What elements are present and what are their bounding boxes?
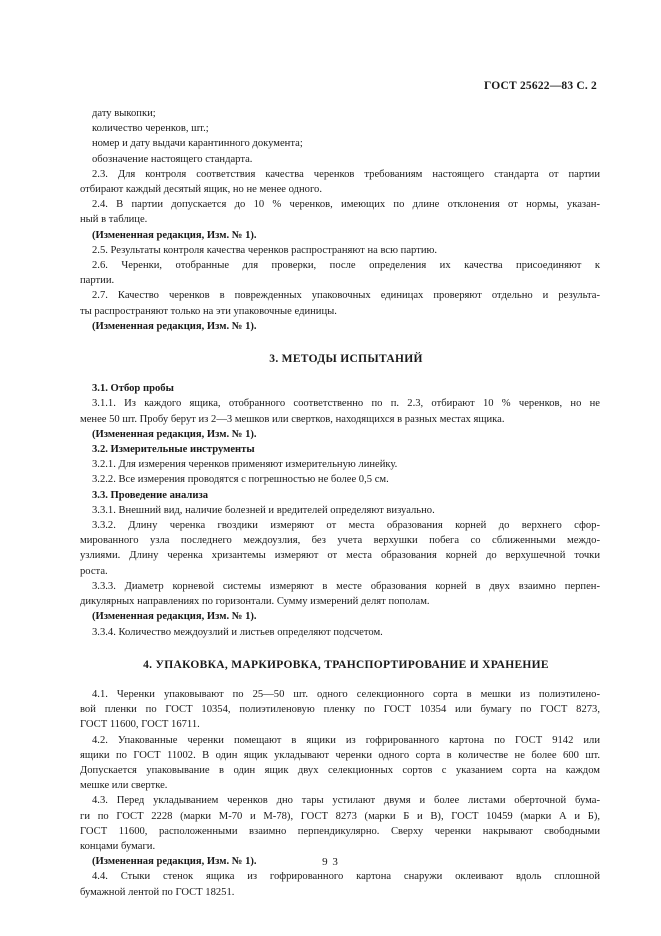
paragraph [92, 106, 600, 121]
text-line: ты распространяют только на эти упаковочные единицы. [80, 305, 337, 317]
text-line: 2.7. Качество черенков в поврежденных упаковочных единицах проверяют отдельно и результа- [92, 290, 600, 302]
bold-paragraph [92, 488, 600, 503]
paragraph [92, 472, 600, 487]
text-line: (Измененная редакция, Изм. № 1). [92, 229, 257, 241]
page-header: ГОСТ 25622—83 С. 2 [484, 80, 597, 92]
text-line: роста. [80, 565, 108, 577]
text-line: обозначение настоящего стандарта. [92, 153, 253, 165]
text-line: 4.4. Стыки стенок ящика из гофрированного картона снаружи оклеивают вдоль сплошной [92, 871, 600, 883]
text-line: 4.2. Упакованные черенки помещают в ящики из гофрированного картона по ГОСТ 9142 или [92, 734, 600, 746]
text-line: ГОСТ 11600, ГОСТ 16711. [80, 719, 200, 731]
bold-paragraph [92, 319, 600, 334]
text-line: отбирают каждый десятый ящик, но не менее одного. [80, 184, 323, 196]
text-line: 2.4. В партии допускается до 10 % черенков, имеющих по длине отклонения от нормы, указан- [92, 199, 600, 211]
text-line: 2.5. Результаты контроля качества черенков распространяют на всю партию. [92, 244, 438, 256]
text-line: 4.1. Черенки упаковывают по 25—50 шт. одного селекционного сорта в мешки из полиэтилено- [92, 688, 600, 700]
text-line: (Измененная редакция, Изм. № 1). [92, 611, 257, 623]
text-line: количество черенков, шт.; [92, 123, 209, 135]
text-line: ги по ГОСТ 2228 (марки М-70 и М-78), ГОСТ 8273 (марки Б и В), ГОСТ 10459 (марки А и Б), [80, 810, 600, 822]
bold-paragraph [92, 228, 600, 243]
text-line: концами бумаги. [80, 840, 156, 852]
paragraph [80, 869, 600, 899]
text-line: партии. [80, 275, 115, 287]
text-line: 4.3. Перед укладыванием черенков дно тары устилают двумя и более листами оберточной бума- [92, 795, 600, 807]
paragraph [80, 518, 600, 579]
text-line: 3.3.2. Длину черенка гвоздики измеряют от места образования корней до верхнего сфор- [92, 520, 600, 532]
text-line: 3.2.1. Для измерения черенков применяют измерительную линейку. [92, 459, 398, 471]
text-line: 2.6. Черенки, отобранные для проверки, после определения их качества присоединяют к [92, 260, 600, 272]
text-line: 3.3.3. Диаметр корневой системы измеряют в месте образования корней в двух взаимно перпен- [92, 580, 600, 592]
text-line: Допускается упаковывание в один ящик двух селекционных сортов с указанием сорта на каждом [80, 764, 600, 776]
document-body [80, 106, 600, 900]
section-heading [92, 352, 600, 367]
page-number: 9 3 [322, 856, 339, 868]
text-line: 3.3.4. Количество междоузлий и листьев определяют подсчетом. [92, 626, 383, 638]
text-line: мешке или свертке. [80, 780, 168, 792]
text-line: дикулярных направлениях по горизонтали. Сумму измерений делят пополам. [80, 596, 430, 608]
text-line: 3.3.1. Внешний вид, наличие болезней и вредителей определяют визуально. [92, 504, 435, 516]
text-line: менее 50 шт. Пробу берут из 2—3 мешков или свертков, находящихся в разных местах ящика. [80, 413, 505, 425]
text-line: 3.3. Проведение анализа [92, 489, 208, 501]
paragraph [92, 503, 600, 518]
paragraph [80, 793, 600, 854]
paragraph [92, 121, 600, 136]
text-line: 3. МЕТОДЫ ИСПЫТАНИЙ [269, 353, 423, 366]
paragraph [80, 288, 600, 318]
text-line: бумажной лентой по ГОСТ 18251. [80, 886, 235, 898]
text-line: (Измененная редакция, Изм. № 1). [92, 856, 257, 868]
bold-paragraph [92, 427, 600, 442]
text-line: номер и дату выдачи карантинного документа; [92, 138, 303, 150]
paragraph [92, 457, 600, 472]
section-heading [92, 658, 600, 673]
paragraph [92, 152, 600, 167]
text-line: ГОСТ 11600, расположенными взаимно перпендикулярно. Сверху черенки накрывают свободными [80, 825, 600, 837]
text-line: 3.2. Измерительные инструменты [92, 444, 255, 456]
text-line: 4. УПАКОВКА, МАРКИРОВКА, ТРАНСПОРТИРОВАНИЕ И ХРАНЕНИЕ [143, 658, 549, 671]
text-line: мированного узла последнего междоузлия, без учета верхушки побега со сближенными междо- [80, 535, 600, 547]
paragraph [80, 197, 600, 227]
paragraph [92, 136, 600, 151]
text-line: 3.1. Отбор пробы [92, 383, 174, 395]
text-line: (Измененная редакция, Изм. № 1). [92, 428, 257, 440]
text-line: узлиями. Длину черенка хризантемы измеряют от места образования корней до верхушечной точки [80, 550, 600, 562]
paragraph [80, 258, 600, 288]
bold-paragraph [92, 442, 600, 457]
bold-paragraph [92, 609, 600, 624]
paragraph [80, 687, 600, 733]
paragraph [80, 167, 600, 197]
text-line: ный в таблице. [80, 214, 148, 226]
text-line: 3.1.1. Из каждого ящика, отобранного соответственно по п. 2.3, отбирают 10 % черенков, но не [92, 398, 600, 410]
bold-paragraph [92, 381, 600, 396]
text-line: дату выкопки; [92, 108, 156, 119]
text-line: (Измененная редакция, Изм. № 1). [92, 320, 257, 332]
text-line: ящики по ГОСТ 11002. В один ящик укладывают черенки одного сорта в количестве не более 600 шт. [80, 749, 600, 761]
paragraph [80, 396, 600, 426]
text-line: 3.2.2. Все измерения проводятся с погрешностью не более 0,5 см. [92, 474, 389, 486]
paragraph [92, 243, 600, 258]
text-line: 2.3. Для контроля соответствия качества черенков требованиям настоящего стандарта от партии [92, 168, 600, 180]
paragraph [80, 733, 600, 794]
text-line: вой пленки по ГОСТ 10354, полиэтиленовую пленку по ГОСТ 10354 или бумагу по ГОСТ 8273, [80, 704, 600, 716]
paragraph [92, 625, 600, 640]
paragraph [80, 579, 600, 609]
